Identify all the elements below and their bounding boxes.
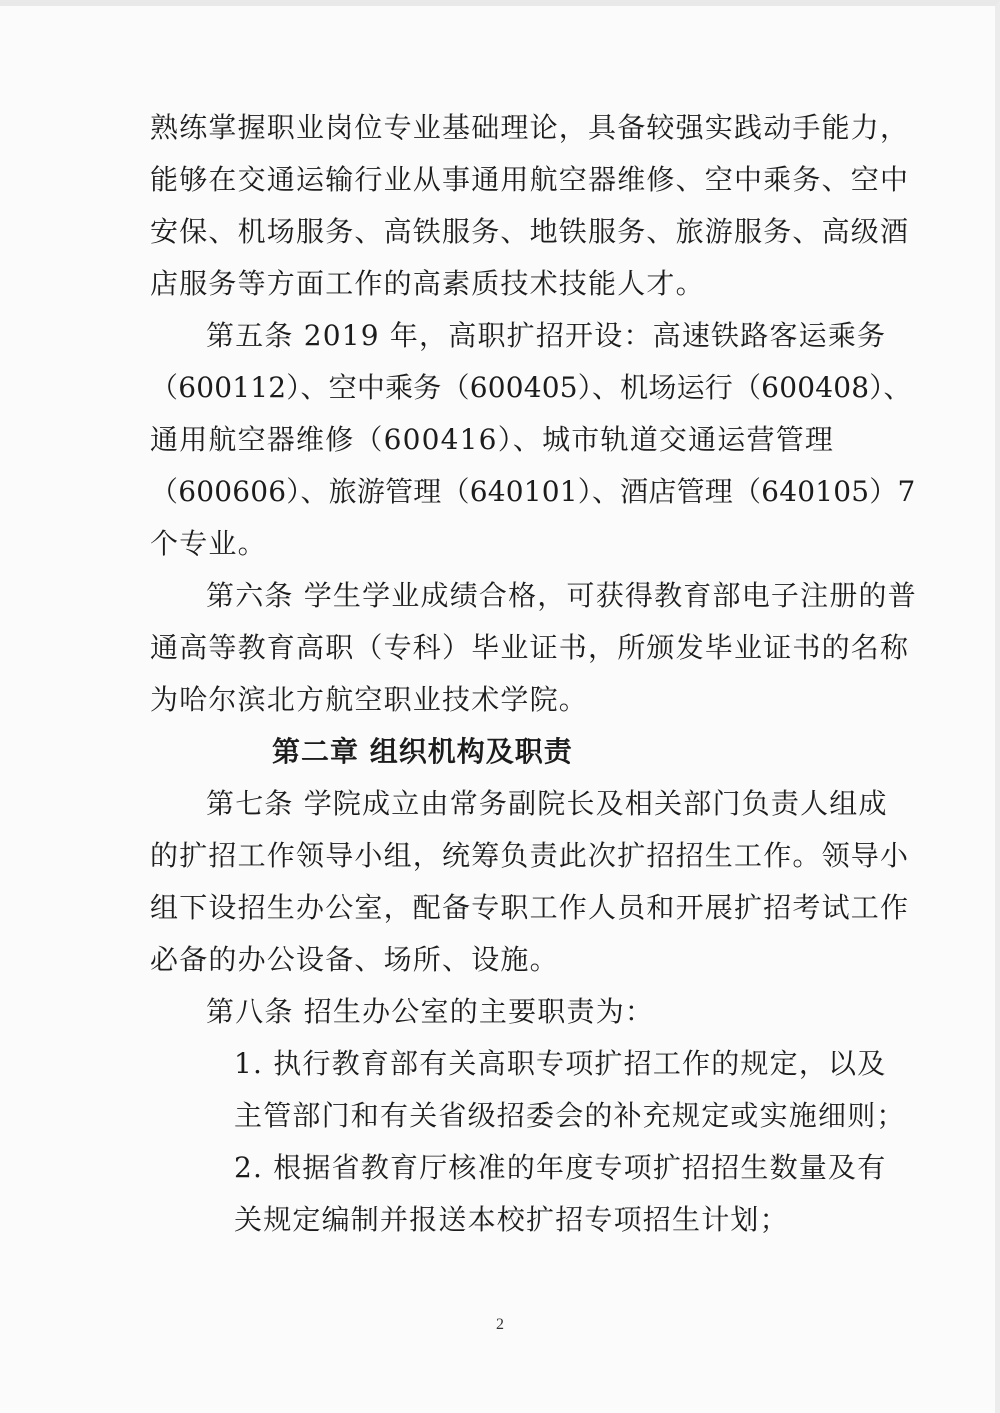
article-5: 第五条 2019 年，高职扩招开设：高速铁路客运乘务 <box>206 319 887 352</box>
text-line: 通用航空器维修（600416）、城市轨道交通运营管理 <box>150 423 835 456</box>
text-line: （600606）、旅游管理（640101）、酒店管理（640105）7 <box>150 475 916 508</box>
chapter-heading: 第二章 组织机构及职责 <box>272 735 573 768</box>
text-line: 能够在交通运输行业从事通用航空器维修、空中乘务、空中 <box>150 163 910 196</box>
text-line: 必备的办公设备、场所、设施。 <box>150 943 559 976</box>
text-line: 熟练掌握职业岗位专业基础理论，具备较强实践动手能力， <box>150 111 910 144</box>
page-number: 2 <box>496 1316 504 1333</box>
text-line: 安保、机场服务、高铁服务、地铁服务、旅游服务、高级酒 <box>150 215 910 248</box>
text-line: 组下设招生办公室，配备专职工作人员和开展扩招考试工作 <box>150 891 910 924</box>
text-line: 个专业。 <box>150 527 267 560</box>
text-line: 的扩招工作领导小组，统筹负责此次扩招招生工作。领导小 <box>150 839 910 872</box>
list-item-1: 1. 执行教育部有关高职专项扩招工作的规定，以及 <box>234 1047 887 1080</box>
article-7: 第七条 学院成立由常务副院长及相关部门负责人组成 <box>206 787 888 820</box>
list-item-1-cont: 主管部门和有关省级招委会的补充规定或实施细则； <box>234 1099 906 1132</box>
text-line: （600112）、空中乘务（600405）、机场运行（600408）、 <box>150 371 912 404</box>
article-6: 第六条 学生学业成绩合格，可获得教育部电子注册的普 <box>206 579 917 612</box>
text-line: 为哈尔滨北方航空职业技术学院。 <box>150 683 589 716</box>
list-item-2-cont: 关规定编制并报送本校扩招专项招生计划； <box>234 1203 789 1236</box>
text-line: 通高等教育高职（专科）毕业证书，所颁发毕业证书的名称 <box>150 631 910 664</box>
text-line: 店服务等方面工作的高素质技术技能人才。 <box>150 267 705 300</box>
article-8: 第八条 招生办公室的主要职责为： <box>206 995 655 1028</box>
document-body <box>150 102 917 1246</box>
list-item-2: 2. 根据省教育厅核准的年度专项扩招招生数量及有 <box>234 1151 887 1184</box>
